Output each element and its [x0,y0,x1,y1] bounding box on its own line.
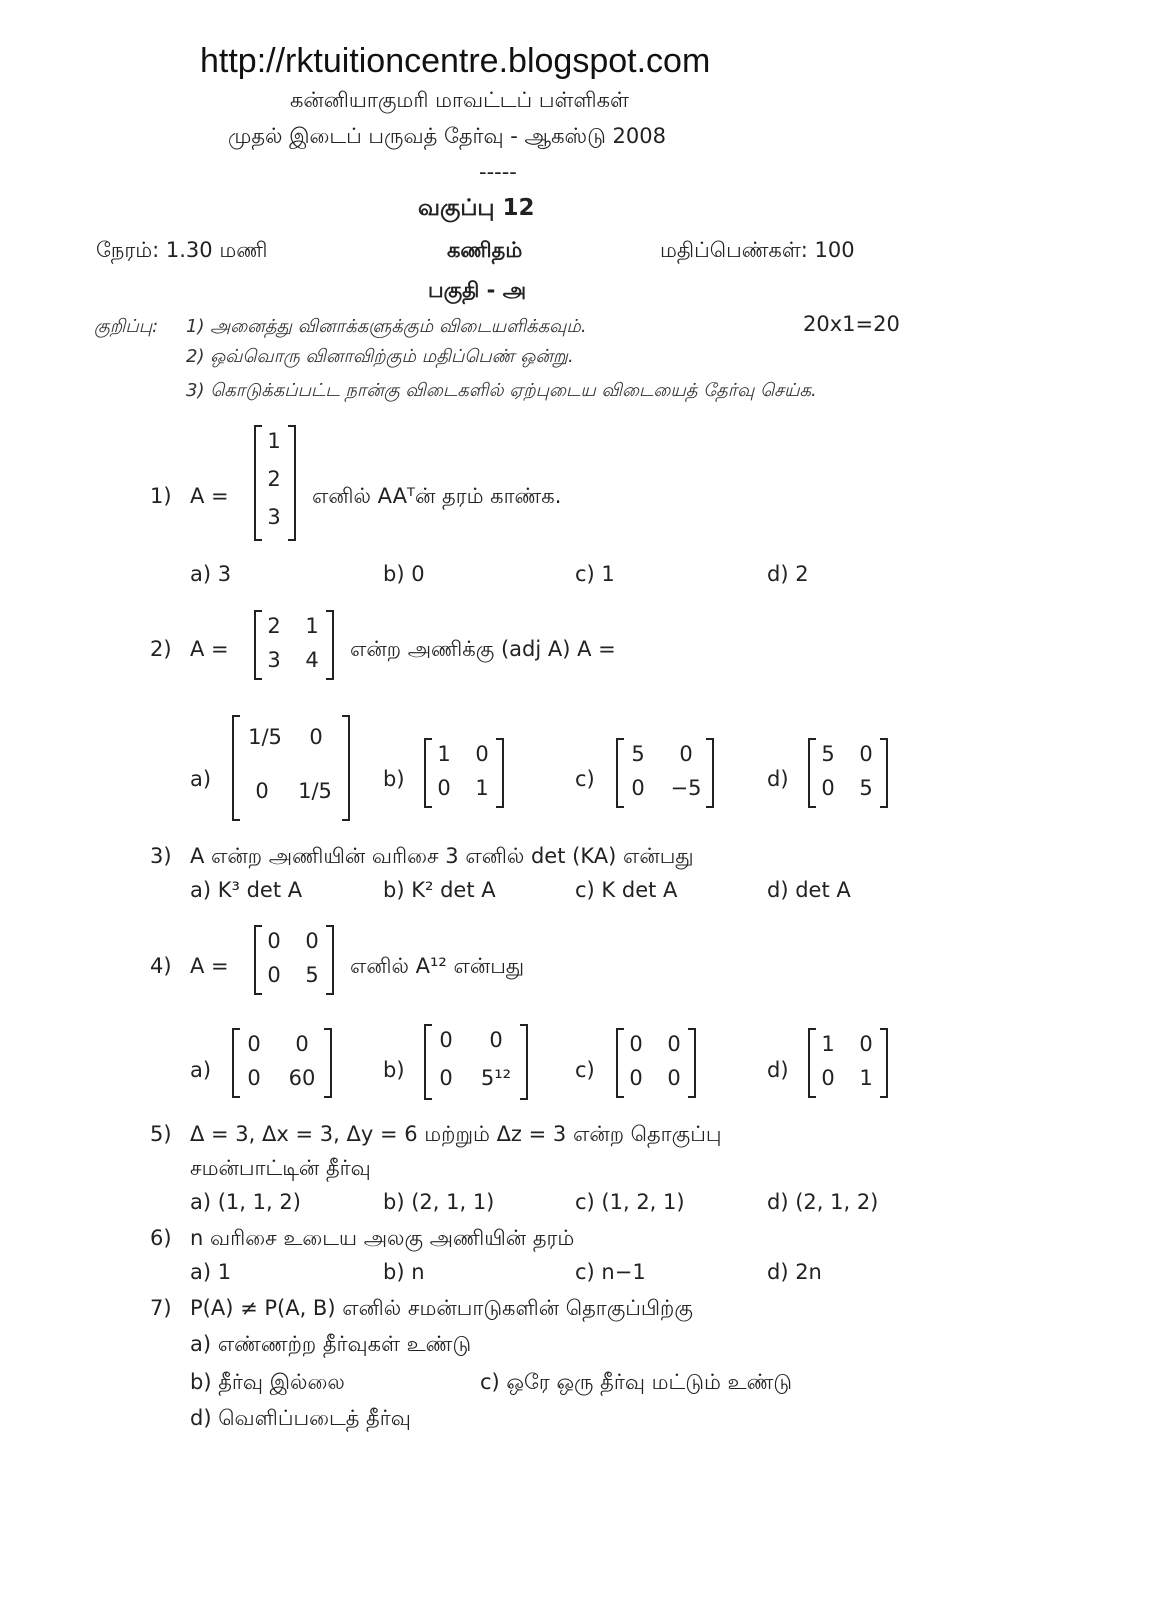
q2-option-b: b) [383,767,405,791]
matrix-cell: 5 [305,963,319,987]
q6-option-d: d) 2n [767,1260,822,1284]
q2-option-b-matrix [424,738,504,808]
q6-option-c: c) n−1 [575,1260,646,1284]
notes-label: குறிப்பு: [94,316,159,337]
matrix-cell: 0 [667,1066,681,1090]
q4-number: 4) [150,954,172,978]
q2-matrix [254,610,334,680]
exam-title: முதல் இடைப் பருவத் தேர்வு - ஆகஸ்டு 2008 [228,124,666,148]
note-1: 1) அனைத்து வினாக்களுக்கும் விடையளிக்கவும். [186,316,587,337]
matrix-cell: 0 [859,1032,873,1056]
q3-option-c: c) K det A [575,878,678,902]
source-url: http://rktuitioncentre.blogspot.com [200,42,711,80]
matrix-cell: 0 [267,929,281,953]
q6-option-a: a) 1 [190,1260,232,1284]
q1-matrix [254,425,296,541]
q7-option-c: c) ஒரே ஒரு தீர்வு மட்டும் உண்டு [480,1370,793,1394]
matrix-cell: 5¹² [480,1066,512,1090]
matrix-cell: 4 [305,648,319,672]
subject-label: கணிதம் [447,238,523,262]
q4-option-d: d) [767,1058,789,1082]
q4-option-b: b) [383,1058,405,1082]
q4-option-b-matrix [424,1024,528,1100]
divider-dashes: ----- [479,160,517,184]
q4-lhs: A = [190,954,229,978]
q4-option-c: c) [575,1058,595,1082]
time-label: நேரம்: 1.30 மணி [96,238,268,262]
matrix-cell: 0 [629,1066,643,1090]
matrix-cell: 0 [821,1066,835,1090]
q7-option-d: d) வெளிப்படைத் தீர்வு [190,1406,411,1430]
matrix-cell: 0 [309,725,323,749]
q3-option-b: b) K² det A [383,878,496,902]
matrix-cell: 0 [247,1066,261,1090]
matrix-cell: 0 [489,1028,503,1052]
matrix-cell: 3 [267,648,281,672]
q3-number: 3) [150,844,172,868]
matrix-cell: 2 [267,467,281,491]
matrix-cell: 1 [305,614,319,638]
q1-option-b: b) 0 [383,562,425,586]
matrix-cell: 1/5 [298,779,332,803]
matrix-cell: 1 [821,1032,835,1056]
matrix-cell: 0 [859,742,873,766]
matrix-cell: 0 [439,1028,453,1052]
marks-label: மதிப்பெண்கள்: 100 [660,238,855,262]
matrix-cell: 0 [439,1066,453,1090]
matrix-cell: 0 [821,776,835,800]
q2-text: என்ற அணிக்கு (adj A) A = [350,637,616,661]
q1-option-a: a) 3 [190,562,232,586]
q4-option-a: a) [190,1058,212,1082]
q2-option-c-matrix [616,738,714,808]
q4-option-a-matrix [232,1028,332,1098]
q2-option-a-matrix [232,715,350,821]
q5-option-a: a) (1, 1, 2) [190,1190,301,1214]
q2-option-d: d) [767,767,789,791]
q5-option-b: b) (2, 1, 1) [383,1190,495,1214]
q4-matrix [254,925,334,995]
q4-text: எனில் A¹² என்பது [350,954,525,978]
q6-number: 6) [150,1226,172,1250]
matrix-cell: 0 [475,742,489,766]
q1-text: எனில் AAᵀன் தரம் காண்க. [312,484,562,508]
matrix-cell: 0 [267,963,281,987]
q2-lhs: A = [190,637,229,661]
matrix-cell: 1/5 [248,725,282,749]
q1-option-c: c) 1 [575,562,615,586]
q2-option-a: a) [190,767,212,791]
note-3: 3) கொடுக்கப்பட்ட நான்கு விடைகளில் ஏற்புடைய விடையைத் தேர்வு செய்க. [186,380,817,401]
matrix-cell: 0 [295,1032,309,1056]
matrix-cell: 5 [859,776,873,800]
marks-calc: 20x1=20 [803,312,900,336]
q6-option-b: b) n [383,1260,425,1284]
q7-option-a: a) எண்ணற்ற தீர்வுகள் உண்டு [190,1332,472,1356]
matrix-cell: 1 [475,776,489,800]
class-label: வகுப்பு 12 [418,195,535,221]
matrix-cell: 0 [679,742,693,766]
q1-option-d: d) 2 [767,562,809,586]
q7-option-b: b) தீர்வு இல்லை [190,1370,345,1394]
q5-option-d: d) (2, 1, 2) [767,1190,879,1214]
q7-text: P(A) ≠ P(A, B) எனில் சமன்பாடுகளின் தொகுப்பிற்கு [190,1296,693,1320]
q3-text: A என்ற அணியின் வரிசை 3 எனில் det (KA) என்பது [190,844,694,868]
matrix-cell: 0 [255,779,269,803]
matrix-cell: 5 [821,742,835,766]
matrix-cell: 3 [267,505,281,529]
q5-option-c: c) (1, 2, 1) [575,1190,685,1214]
matrix-cell: 1 [859,1066,873,1090]
q1-number: 1) [150,484,172,508]
matrix-cell: 2 [267,614,281,638]
matrix-cell: 0 [667,1032,681,1056]
part-label: பகுதி - அ [428,278,527,302]
matrix-cell: 0 [437,776,451,800]
matrix-cell: 0 [631,776,645,800]
q5-text: Δ = 3, Δx = 3, Δy = 6 மற்றும் Δz = 3 என்ற தொகுப்பு [190,1122,722,1146]
matrix-cell: 60 [288,1066,316,1090]
q1-lhs: A = [190,484,229,508]
matrix-cell: 1 [267,429,281,453]
matrix-cell: 5 [631,742,645,766]
q4-option-c-matrix [616,1028,696,1098]
q2-option-d-matrix [808,738,888,808]
q3-option-d: d) det A [767,878,851,902]
matrix-cell: 0 [629,1032,643,1056]
q2-number: 2) [150,637,172,661]
q7-number: 7) [150,1296,172,1320]
q2-option-c: c) [575,767,595,791]
q4-option-d-matrix [808,1028,888,1098]
school-name: கன்னியாகுமரி மாவட்டப் பள்ளிகள் [290,88,629,112]
matrix-cell: −5 [670,776,702,800]
matrix-cell: 0 [247,1032,261,1056]
note-2: 2) ஒவ்வொரு வினாவிற்கும் மதிப்பெண் ஒன்று. [186,346,574,367]
q5-number: 5) [150,1122,172,1146]
q6-text: n வரிசை உடைய அலகு அணியின் தரம் [190,1226,575,1250]
matrix-cell: 1 [437,742,451,766]
q3-option-a: a) K³ det A [190,878,303,902]
q5-text-2: சமன்பாட்டின் தீர்வு [190,1156,371,1180]
matrix-cell: 0 [305,929,319,953]
